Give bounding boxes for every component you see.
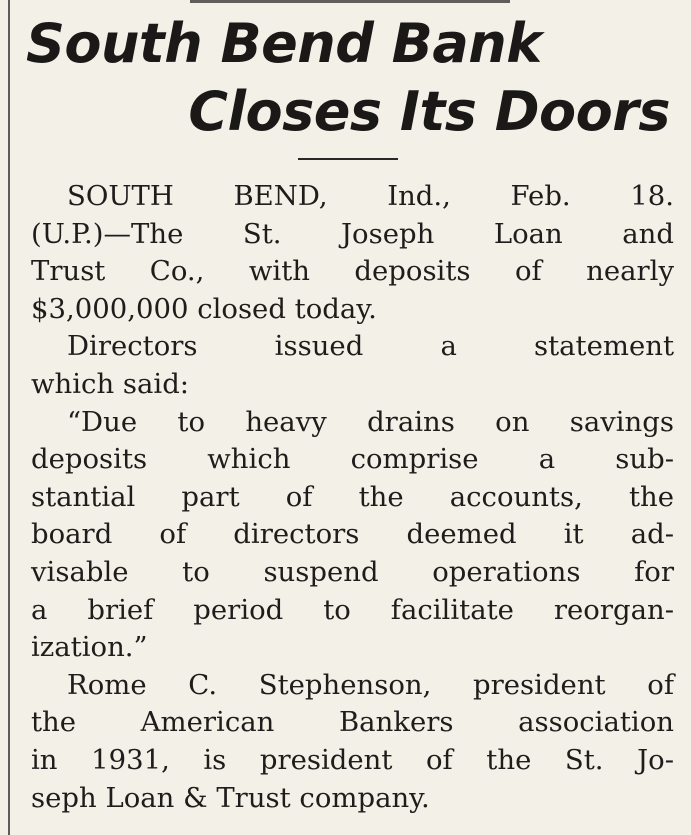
article-line: (U.P.)—The St. Joseph Loan and xyxy=(31,217,674,250)
article-line: Rome C. Stephenson, president of xyxy=(67,668,674,701)
article-line: stantial part of the accounts, the xyxy=(31,480,674,513)
headline-line-1: South Bend Bank xyxy=(26,12,542,75)
article-line: board of directors deemed it ad- xyxy=(31,518,674,551)
column-rule xyxy=(8,0,10,835)
top-rule xyxy=(190,0,510,3)
article-line: the American Bankers association xyxy=(31,706,674,739)
article-line: “Due to heavy drains on savings xyxy=(67,405,674,438)
headline xyxy=(24,10,674,146)
article-line: which said: xyxy=(31,367,190,400)
article-line: $3,000,000 closed today. xyxy=(31,292,377,325)
article-line: seph Loan & Trust company. xyxy=(31,781,430,814)
headline-line-2: Closes Its Doors xyxy=(188,80,670,143)
article-line: Trust Co., with deposits of nearly xyxy=(31,255,674,288)
article-line: deposits which comprise a sub- xyxy=(31,443,674,476)
article-line: in 1931, is president of the St. Jo- xyxy=(31,743,674,776)
article-line: a brief period to facilitate reorgan- xyxy=(31,593,674,626)
article-line: ization.” xyxy=(31,631,148,664)
article-line: visable to suspend operations for xyxy=(31,555,674,588)
article-line: SOUTH BEND, Ind., Feb. 18. xyxy=(67,180,674,212)
article-line: Directors issued a statement xyxy=(67,330,674,363)
headline-divider xyxy=(298,158,398,160)
article-body xyxy=(31,178,674,817)
